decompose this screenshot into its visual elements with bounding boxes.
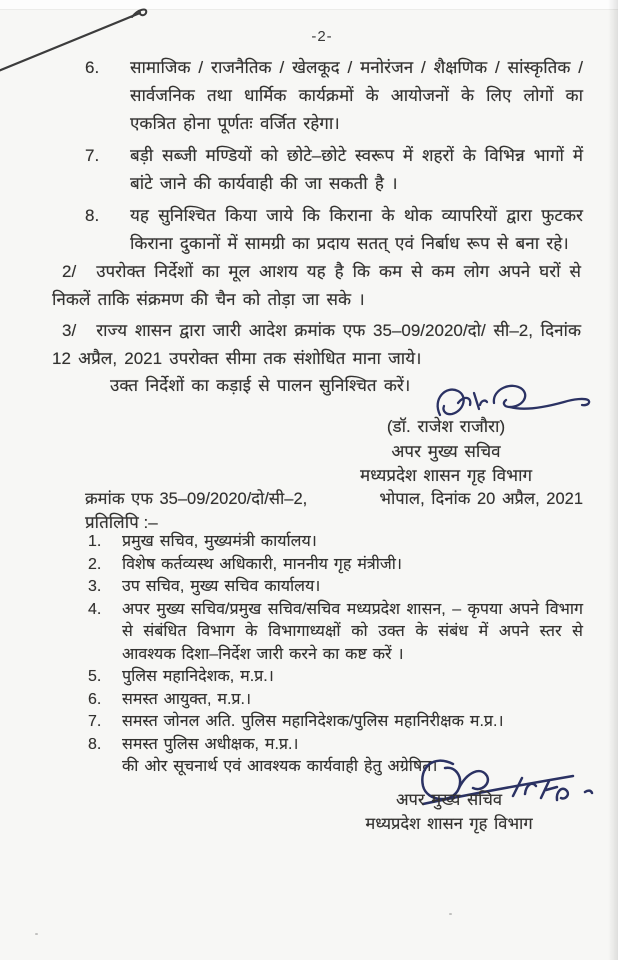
footer-signatory-designation: अपर मुख्य सचिव [395,791,503,809]
order-item-text: यह सुनिश्चित किया जाये कि किराना के थोक व्यापरियों द्वारा फुटकर किराना दुकानों में सामग्री का प्रदाय सतत् एवं निर्बाध रूप से बना रहे। [130,206,583,253]
reference-place-date: भोपाल, दिनांक 20 अप्रैल, 2021 [379,490,583,508]
order-item-7 [85,142,583,198]
scan-speck [35,933,38,935]
copy-item-text: प्रमुख सचिव, मुख्यमंत्री कार्यालय। [122,533,317,550]
forward-line: की ओर सूचनार्थ एवं आवश्यक कार्यवाही हेतु अग्रेषित। [122,758,438,775]
copy-item-number: 4. [88,600,102,618]
reference-number: क्रमांक एफ 35–09/2020/दो/सी–2, [85,490,308,508]
paragraph-2 [52,258,581,314]
scan-speck [449,913,452,915]
closing-paragraphs [52,258,581,376]
copy-heading: प्रतिलिपि :– [85,513,158,532]
reference-line [85,486,583,509]
compliance-line: उक्त निर्देशों का कड़ाई से पालन सुनिश्चित करें। [110,376,411,395]
copy-item-number: 1. [88,533,102,550]
copy-item-text: समस्त पुलिस अधीक्षक, म.प्र.। [122,735,299,753]
order-item-number: 8. [85,206,100,225]
signatory-name: (डॉ. राजेश राजौरा) [386,417,506,436]
footer-signatory-block [304,788,594,836]
order-items [85,54,583,258]
copy-item-number: 8. [88,735,102,753]
copy-item-text: विशेष कर्तव्यस्थ अधिकारी, माननीय गृह मंत्रीजी। [122,555,402,573]
copy-item-text: पुलिस महानिदेशक, म.प्र.। [122,668,274,685]
copy-item-number: 6. [88,690,102,708]
signatory-department: मध्यप्रदेश शासन गृह विभाग [359,466,533,485]
copy-item-2 [88,554,583,577]
copy-item-4 [88,599,583,667]
paragraph-text: राज्य शासन द्वारा जारी आदेश क्रमांक एफ 35–09/2020/दो/ सी–2, दिनांक 12 अप्रैल, 2021 उपरोक्त सीमा तक संशोधित माना जाये। [52,321,581,368]
order-item-number: 7. [85,146,100,165]
order-item-text: सामाजिक / राजनैतिक / खेलकूद / मनोरंजन / शैक्षणिक / सांस्कृतिक / सार्वजनिक तथा धार्मिक कार्यक्रमों के आयोजनों के लिए लोगों का एकत्रित होना पूर्णतः वर्जित रहेगा। [130,58,583,133]
page-number: -2- [311,28,333,45]
paragraph-number: 3/ [62,321,77,340]
copy-item-3 [88,576,583,599]
copy-list [88,531,583,779]
signatory-block [296,415,596,489]
footer-signatory-department: मध्यप्रदेश शासन गृह विभाग [365,815,533,833]
copy-item-text: समस्त आयुक्त, म.प्र.। [122,690,252,708]
copy-item-7 [88,711,583,734]
copy-item-text: अपर मुख्य सचिव/प्रमुख सचिव/सचिव मध्यप्रदेश शासन, – कृपया अपने विभाग से संबंधित विभाग के विभागाध्यक्षों को उक्त के संबंध में अपने स्तर से आवश्यक दिशा–निर्देश जारी करने का कष्ट करें । [122,600,583,663]
copy-item-text: उप सचिव, मुख्य सचिव कार्यालय। [122,578,321,595]
scan-right-shadow [608,0,618,960]
order-item-number: 6. [85,58,100,77]
copy-item-number: 5. [88,668,102,685]
copy-item-number: 3. [88,578,102,595]
copy-item-6 [88,689,583,712]
order-item-6 [85,54,583,138]
copy-item-5 [88,666,583,689]
order-item-text: बड़ी सब्जी मण्डियों को छोटे–छोटे स्वरूप में शहरों के विभिन्न भागों में बांटे जाने की कार्यवाही की जा सकती है । [130,146,583,193]
copy-item-number: 2. [88,555,102,573]
copy-item-text: समस्त जोनल अति. पुलिस महानिदेशक/पुलिस महानिरीक्षक म.प्र.। [122,713,504,730]
paragraph-3 [52,317,581,373]
order-item-8 [85,202,583,258]
copy-item-1 [88,531,583,554]
copy-item-number: 7. [88,713,102,730]
signatory-designation: अपर मुख्य सचिव [391,441,501,461]
paragraph-number: 2/ [62,262,77,281]
paragraph-text: उपरोक्त निर्देशों का मूल आशय यह है कि कम से कम लोग अपने घरों से निकलें ताकि संक्रमण की चैन को तोड़ा जा सके । [52,262,581,309]
